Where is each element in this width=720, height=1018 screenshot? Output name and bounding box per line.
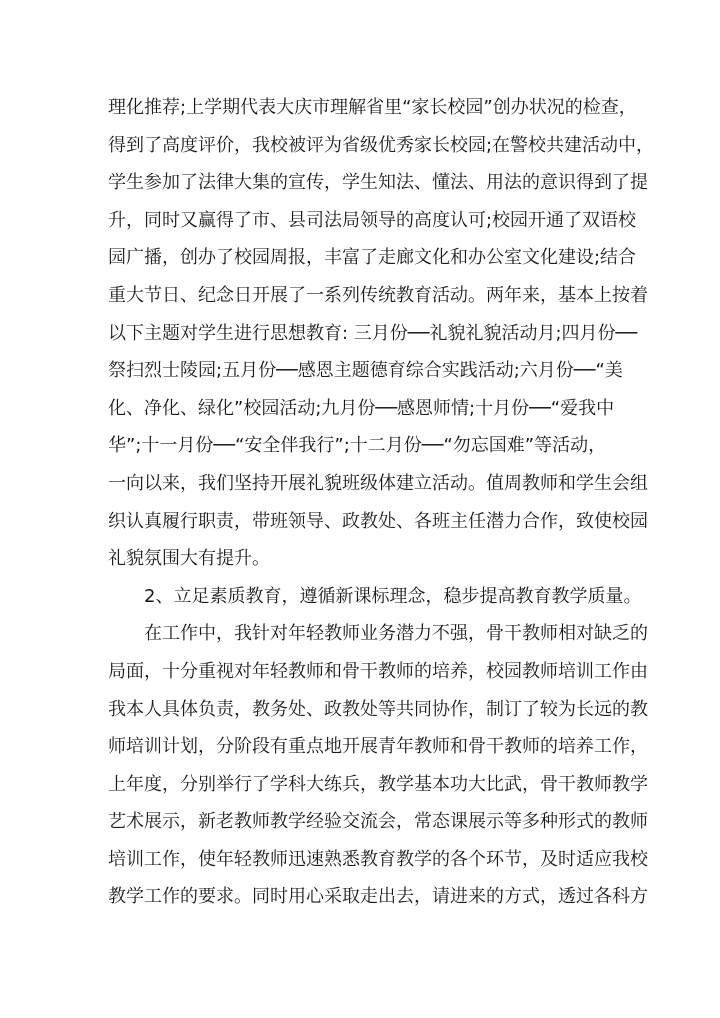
section-heading: 2、立足素质教育，遵循新课标理念，稳步提高教育教学质量。 [144, 585, 642, 607]
text-line: 得到了高度评价，我校被评为省级优秀家长校园;在警校共建活动中， [108, 134, 655, 156]
text-line: 园广播，创办了校园周报，丰富了走廊文化和办公室文化建设;结合 [108, 247, 637, 269]
text-line: 祭扫烈士陵园;五月份──感恩主题德育综合实践活动;六月份──“美 [108, 360, 623, 382]
text-line: 一向以来，我们坚持开展礼貌班级体建立活动。值周教师和学生会组 [108, 472, 648, 494]
text-line: 礼貌氛围大有提升。 [108, 548, 270, 570]
text-line: 理化推荐;上学期代表大庆市理解省里“家长校园”创办状况的检查， [108, 97, 637, 118]
text-line: 局面，十分重视对年轻教师和骨干教师的培养，校园教师培训工作由 [108, 660, 648, 682]
text-line: 培训工作，使年轻教师迅速熟悉教育教学的各个环节，及时适应我校 [108, 848, 648, 870]
text-line: 织认真履行职责，带班领导、政教处、各班主任潜力合作，致使校园 [108, 510, 648, 532]
text-line: 重大节日、纪念日开展了一系列传统教育活动。两年来，基本上按着 [108, 284, 648, 306]
text-line: 师培训计划，分阶段有重点地开展青年教师和骨干教师的培养工作， [108, 736, 648, 758]
text-line: 学生参加了法律大集的宣传，学生知法、懂法、用法的意识得到了提 [108, 172, 648, 194]
text-line: 艺术展示，新老教师教学经验交流会，常态课展示等多种形式的教师 [108, 811, 648, 833]
text-line: 我本人具体负责，教务处、政教处等共同协作，制订了较为长远的教 [108, 698, 648, 720]
text-line: 以下主题对学生进行思想教育: 三月份──礼貌礼貌活动月;四月份── [108, 322, 638, 344]
text-line: 化、净化、绿化”校园活动;九月份──感恩师情;十月份──“爱我中 [108, 397, 615, 419]
text-line: 教学工作的要求。同时用心采取走出去，请进来的方式，透过各科方 [108, 886, 648, 908]
paragraph-teacher-training [108, 615, 648, 916]
text-line: 升，同时又赢得了市、县司法局领导的高度认可;校园开通了双语校 [108, 209, 637, 231]
text-line: 上年度，分别举行了学科大练兵，教学基本功大比武，骨干教师教学 [108, 773, 648, 795]
document-page [108, 89, 655, 916]
text-line: 在工作中，我针对年轻教师业务潜力不强，骨干教师相对缺乏的 [144, 623, 648, 645]
text-line: 华”;十一月份──“安全伴我行”;十二月份──“勿忘国难”等活动， [108, 435, 607, 457]
paragraph-moral-education [108, 89, 655, 578]
